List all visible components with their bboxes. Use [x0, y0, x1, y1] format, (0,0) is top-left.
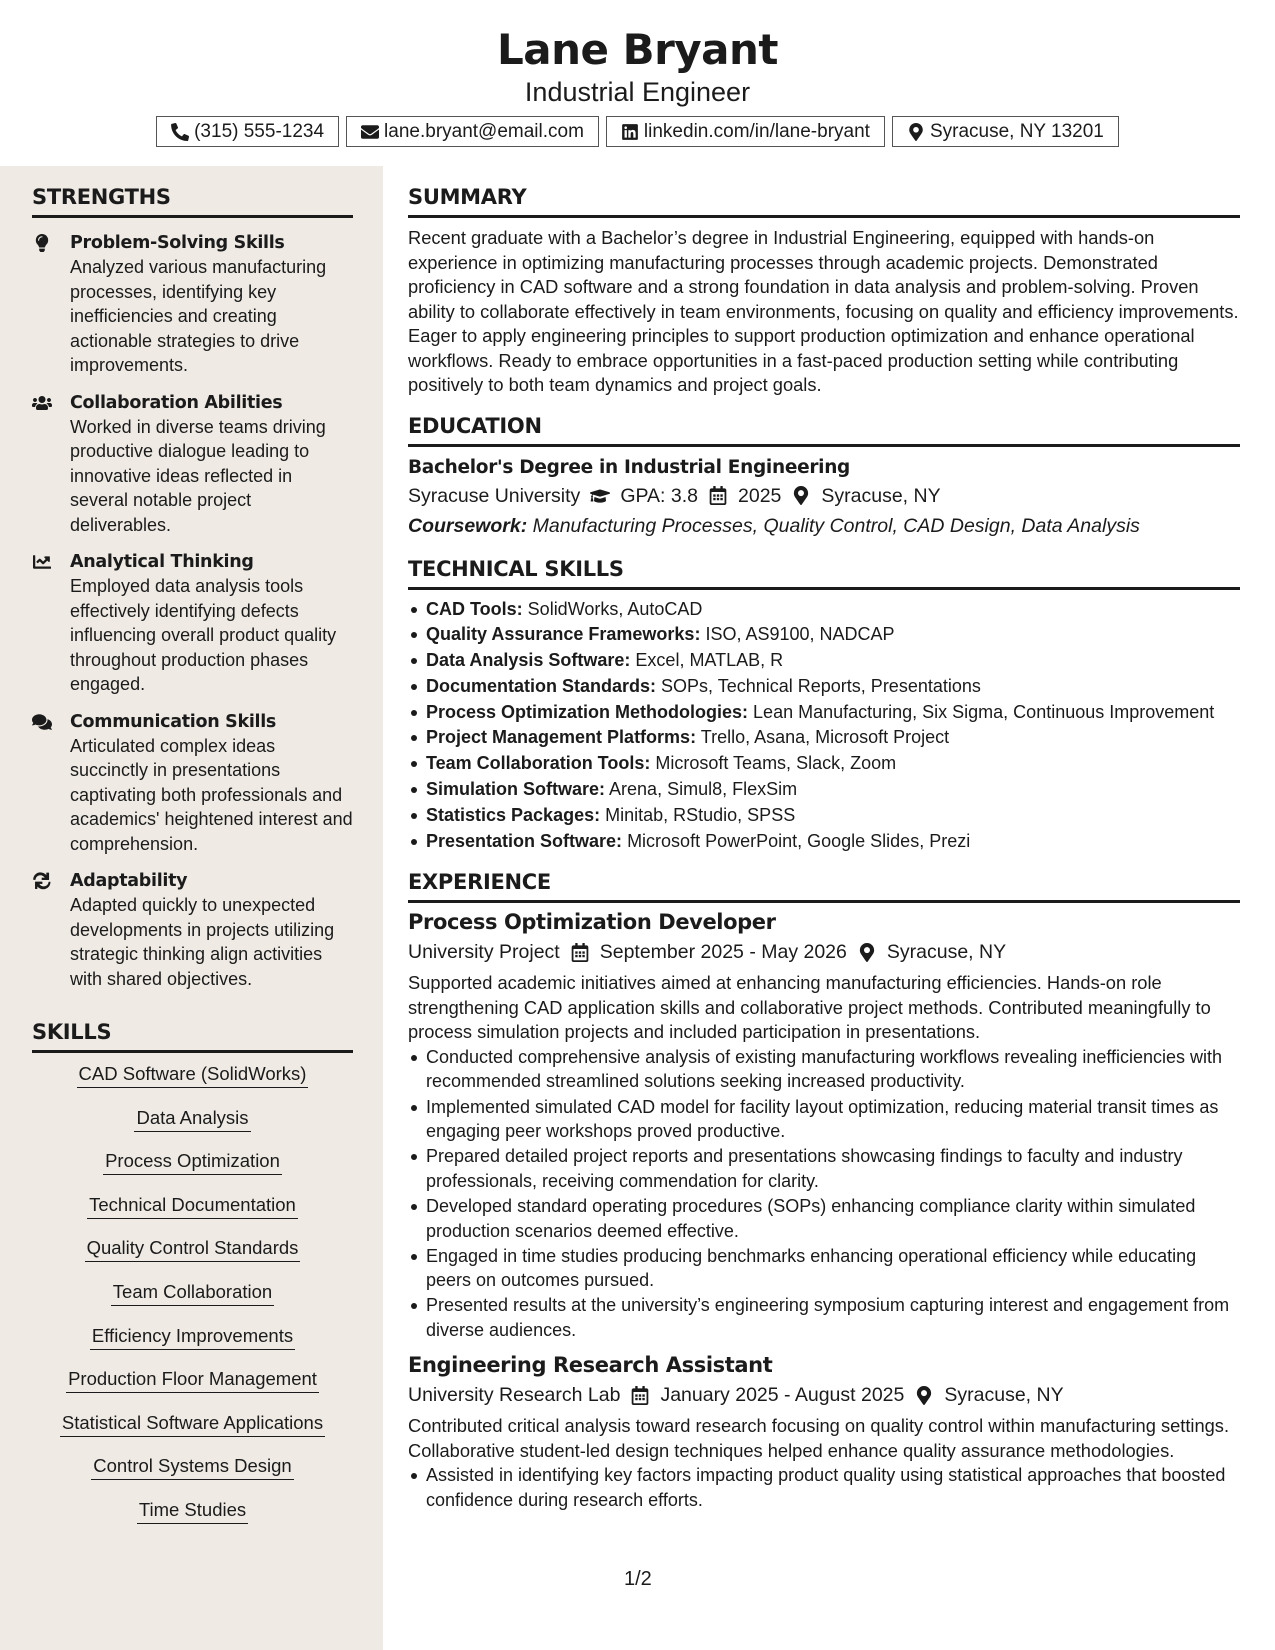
skill-tag: Statistical Software Applications: [60, 1410, 325, 1437]
phone-text: (315) 555-1234: [194, 120, 325, 142]
education-location: Syracuse, NY: [821, 484, 941, 507]
skill-tag: Production Floor Management: [66, 1366, 319, 1393]
skill-value: SOPs, Technical Reports, Presentations: [661, 675, 981, 696]
experience-heading: EXPERIENCE: [408, 869, 1240, 903]
skill-label: Process Optimization Methodologies:: [426, 701, 749, 722]
skill-label: Data Analysis Software:: [426, 650, 631, 671]
skills-heading: SKILLS: [32, 1019, 353, 1053]
list-item: [408, 751, 1240, 777]
job-bullets: [408, 1045, 1240, 1342]
job-meta: [408, 937, 1240, 967]
skill-value: Microsoft Teams, Slack, Zoom: [655, 753, 897, 774]
strength-item: [32, 710, 353, 857]
strength-desc: Analyzed various manufacturing processes, identifying key inefficiencies and creating actionable strategies to drive improvements.: [70, 257, 327, 375]
skill-value: Lean Manufacturing, Six Sigma, Continuous Improvement: [753, 701, 1215, 722]
contact-phone[interactable]: [156, 116, 339, 147]
skill-label: CAD Tools:: [426, 598, 523, 619]
skill-tag: CAD Software (SolidWorks): [77, 1061, 309, 1088]
job-description: Contributed critical analysis toward research focusing on quality control within manufacturing settings. Collaborative student-led design techniques helped enhance quality assurance methodologies.: [408, 1415, 1230, 1461]
skill-tag: Quality Control Standards: [85, 1235, 301, 1262]
technical-skills-list: [408, 597, 1240, 855]
map-marker-icon: [907, 123, 925, 141]
list-item: Implemented simulated CAD model for facility layout optimization, reducing material transit times as engaging peer workshops proved productive.: [408, 1095, 1240, 1144]
skill-label: Project Management Platforms:: [426, 727, 697, 748]
strength-item: [32, 869, 353, 991]
linkedin-icon: [621, 123, 639, 141]
map-marker-icon: [914, 1386, 934, 1405]
technical-skills-heading: TECHNICAL SKILLS: [408, 556, 1240, 590]
skill-label: Simulation Software:: [426, 779, 606, 800]
sync-icon: [32, 872, 52, 890]
strength-name: Communication Skills: [70, 711, 277, 732]
contact-bar: [0, 116, 1275, 147]
chart-line-icon: [32, 553, 52, 571]
job-title: Engineering Research Assistant: [408, 1353, 773, 1378]
list-item: Presented results at the university’s engineering symposium capturing interest and engagement from diverse audiences.: [408, 1293, 1240, 1342]
list-item: [408, 622, 1240, 648]
skill-list: [32, 1061, 353, 1541]
envelope-icon: [361, 123, 379, 141]
skill-tag: Efficiency Improvements: [90, 1323, 295, 1350]
strengths-heading: STRENGTHS: [32, 184, 353, 218]
resume-header: [0, 0, 1275, 166]
skill-tag: Control Systems Design: [91, 1453, 293, 1480]
list-item: Prepared detailed project reports and presentations showcasing findings to faculty and industry professionals, receiving commendation for clarity.: [408, 1144, 1240, 1193]
candidate-name: Lane Bryant: [496, 25, 779, 74]
comments-icon: [32, 713, 52, 731]
candidate-title: Industrial Engineer: [524, 77, 751, 107]
skill-tag: Technical Documentation: [87, 1192, 298, 1219]
job-org: University Research Lab: [408, 1384, 621, 1407]
list-item: [408, 725, 1240, 751]
list-item: Assisted in identifying key factors impacting product quality using statistical approaches that boosted confidence during research efforts.: [408, 1463, 1240, 1512]
list-item: [408, 777, 1240, 803]
strength-desc: Employed data analysis tools effectively identifying defects influencing overall product quality throughout production phases engaged.: [70, 576, 337, 694]
coursework-list: Manufacturing Processes, Quality Control, CAD Design, Data Analysis: [532, 514, 1140, 537]
education-school: Syracuse University: [408, 484, 581, 507]
strength-name: Problem-Solving Skills: [70, 233, 285, 253]
email-text: lane.bryant@email.com: [384, 120, 584, 142]
education-gpa: GPA: 3.8: [620, 484, 698, 507]
contact-linkedin[interactable]: [606, 116, 885, 147]
graduation-cap-icon: [590, 486, 610, 505]
strength-item: [32, 231, 353, 378]
map-marker-icon: [791, 486, 811, 505]
job-entry: [408, 1350, 1240, 1512]
main-content: [383, 166, 1275, 1650]
strength-item: [32, 391, 353, 538]
job-description: Supported academic initiatives aimed at enhancing manufacturing efficiencies. Hands-on role strengthening CAD application skills and collaborative project methods. Contributed meaningfully to process simulation projects and included participation in presentations.: [408, 972, 1211, 1043]
list-item: Conducted comprehensive analysis of existing manufacturing workflows revealing inefficiencies with recommended streamlined solutions seeking increased productivity.: [408, 1045, 1240, 1094]
skill-label: Team Collaboration Tools:: [426, 753, 651, 774]
job-entry: [408, 907, 1240, 1342]
users-icon: [32, 394, 52, 412]
map-marker-icon: [857, 943, 877, 962]
calendar-icon: [570, 943, 590, 962]
strength-desc: Articulated complex ideas succinctly in presentations captivating both professionals and academics' heightened interest and comprehension.: [70, 735, 353, 854]
strength-name: Analytical Thinking: [70, 552, 254, 572]
skill-value: Trello, Asana, Microsoft Project: [700, 727, 950, 748]
list-item: Engaged in time studies producing benchmarks enhancing operational efficiency while educating peers on outcomes pursued.: [408, 1244, 1240, 1293]
job-dates: January 2025 - August 2025: [660, 1384, 905, 1407]
skill-label: Documentation Standards:: [426, 675, 657, 696]
skill-tag: Time Studies: [137, 1497, 248, 1524]
calendar-icon: [630, 1386, 650, 1405]
strength-desc: Adapted quickly to unexpected developments in projects utilizing strategic thinking align activities with shared objectives.: [70, 895, 335, 989]
skill-label: Presentation Software:: [426, 830, 623, 851]
list-item: [408, 829, 1240, 855]
summary-heading: SUMMARY: [408, 184, 1240, 218]
skill-tag: Process Optimization: [103, 1148, 282, 1175]
strength-item: [32, 550, 353, 697]
job-location: Syracuse, NY: [944, 1384, 1064, 1407]
skill-label: Statistics Packages:: [426, 804, 601, 825]
job-meta: [408, 1380, 1240, 1410]
linkedin-text: linkedin.com/in/lane-bryant: [643, 120, 870, 142]
skill-tag: Team Collaboration: [111, 1279, 274, 1306]
strength-desc: Worked in diverse teams driving productive dialogue leading to innovative ideas reflected in several notable project deliverables.: [70, 416, 326, 535]
skill-value: Microsoft PowerPoint, Google Slides, Prezi: [627, 830, 971, 851]
education-degree: Bachelor's Degree in Industrial Engineering: [408, 456, 851, 478]
calendar-icon: [708, 486, 728, 505]
skill-tag: Data Analysis: [134, 1105, 250, 1132]
list-item: [408, 700, 1240, 726]
skill-value: Arena, Simul8, FlexSim: [609, 779, 798, 800]
page-number: 1/2: [624, 1568, 652, 1590]
skill-value: ISO, AS9100, NADCAP: [705, 624, 895, 645]
list-item: [408, 803, 1240, 829]
job-dates: September 2025 - May 2026: [599, 941, 847, 964]
skill-value: SolidWorks, AutoCAD: [527, 598, 703, 619]
job-location: Syracuse, NY: [886, 941, 1007, 964]
contact-email[interactable]: [346, 116, 599, 147]
strength-name: Adaptability: [70, 871, 188, 891]
skill-label: Quality Assurance Frameworks:: [426, 624, 701, 645]
phone-icon: [171, 123, 189, 141]
skill-value: Excel, MATLAB, R: [635, 650, 784, 671]
list-item: Developed standard operating procedures (SOPs) enhancing compliance clarity within simulated production scenarios deemed effective.: [408, 1194, 1240, 1243]
job-bullets: [408, 1463, 1240, 1512]
skill-value: Minitab, RStudio, SPSS: [605, 804, 796, 825]
coursework-label: Coursework:: [408, 514, 528, 537]
summary-text: Recent graduate with a Bachelor’s degree in Industrial Engineering, equipped with hands-on experience in optimizing manufacturing processes through academic projects. Demonstrated proficiency in CAD software and a strong foundation in data analysis and problem-solving. Proven ability to collaborate effectively in team environments, focusing on quality and efficiency improvements. Eager to apply engineering principles to support production optimization and enhance operational workflows. Ready to embrace opportunities in a fast-paced production setting while contributing positively to both team dynamics and project goals.: [408, 227, 1239, 395]
education-meta: [408, 481, 1240, 511]
list-item: [408, 674, 1240, 700]
education-year: 2025: [738, 484, 782, 507]
education-heading: EDUCATION: [408, 413, 1240, 447]
list-item: [408, 597, 1240, 623]
location-text: Syracuse, NY 13201: [929, 120, 1104, 142]
sidebar: [0, 166, 383, 1650]
lightbulb-icon: [32, 234, 52, 252]
strength-name: Collaboration Abilities: [70, 392, 283, 413]
list-item: [408, 648, 1240, 674]
job-title: Process Optimization Developer: [408, 910, 776, 935]
education-coursework: [408, 511, 1240, 541]
contact-location[interactable]: [892, 116, 1119, 147]
job-org: University Project: [408, 941, 560, 964]
